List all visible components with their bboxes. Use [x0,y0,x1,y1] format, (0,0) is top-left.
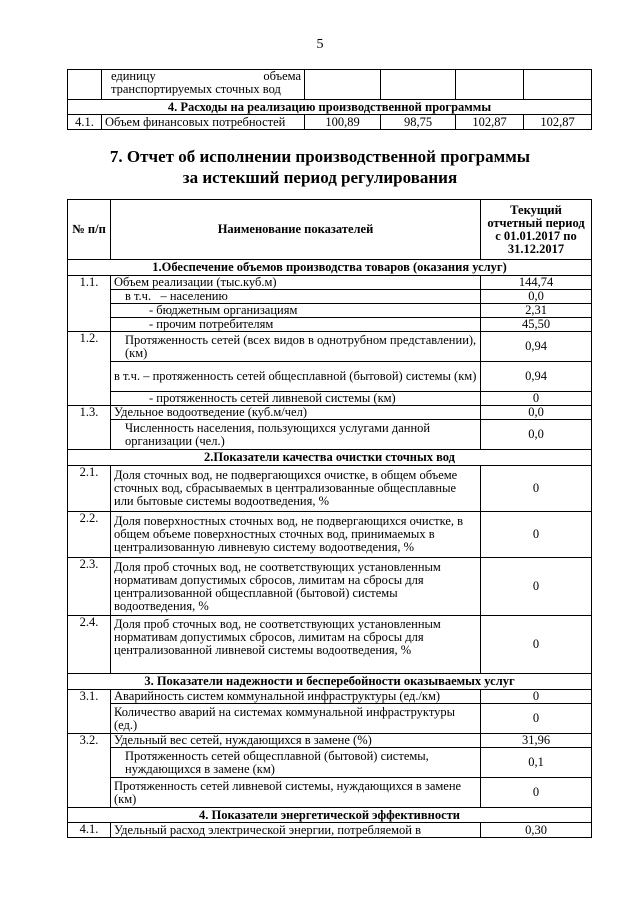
table-row [68,512,592,558]
table-row [68,734,592,748]
section-row [68,450,592,466]
indicator-name-part: объема [263,69,301,83]
indicator-name: Доля поверхностных сточных вод, не подвергающихся очистке, в общем объеме поверхностных сточных вод, принимаемых в централизованную ливневую систему водоотведения, % [111,512,481,558]
report-title-line: за истекший период регулирования [182,168,458,187]
indicator-value: 0,30 [481,823,592,838]
table-row [68,420,592,450]
indicator-value: 2,31 [481,304,592,318]
indicator-name: Численность населения, пользующихся услугами данной организации (чел.) [111,420,481,450]
value-cell: 102,87 [524,115,592,130]
section-row [68,808,592,823]
indicator-name [111,290,481,304]
indicator-name-part: единицу [111,69,156,83]
indicator-value: 0 [481,690,592,704]
section-title: 3. Показатели надежности и бесперебойности оказываемых услуг [68,674,592,690]
section-row [68,100,592,115]
page-number: 5 [316,37,324,52]
indicator-value: 0,94 [481,332,592,362]
value-cell [381,70,456,100]
column-header-number: № п/п [68,200,111,260]
table-row [68,332,592,362]
table-row [68,704,592,734]
indicator-value: 31,96 [481,734,592,748]
value-cell [524,70,592,100]
row-number: 2.2. [68,512,111,558]
value-cell: 102,87 [456,115,524,130]
indicator-name: Объем финансовых потребностей [102,115,305,130]
indicator-name: Протяженность сетей (всех видов в однотрубном представлении), (км) [111,332,481,362]
row-number: 2.4. [68,616,111,674]
indicator-name-cell [102,70,305,100]
table-row [68,290,592,304]
indicator-value: 144,74 [481,276,592,290]
row-number: 3.1. [68,690,111,734]
indicator-value: 0,94 [481,362,592,392]
section-title: 2.Показатели качества очистки сточных вод [68,450,592,466]
row-number: 4.1. [68,823,111,838]
indicator-name: Протяженность сетей общесплавной (бытовой) системы, нуждающихся в замене (км) [111,748,481,778]
section-title: 4. Показатели энергетической эффективности [68,808,592,823]
table-row [68,748,592,778]
indicator-name: Доля сточных вод, не подвергающихся очистке, в общем объеме сточных вод, сбрасываемых в централизованные общесплавные или бытовые системы водоотведения, % [111,466,481,512]
indicator-value: 0 [481,392,592,406]
table-row [68,558,592,616]
report-title [0,146,640,188]
indicator-value: 0,1 [481,748,592,778]
table-row [68,406,592,420]
table-row [68,392,592,406]
indicator-name: Протяженность сетей ливневой системы, нуждающихся в замене (км) [111,778,481,808]
indicator-value: 0,0 [481,290,592,304]
section-title: 4. Расходы на реализацию производственной программы [68,100,592,115]
row-number: 1.3. [68,406,111,450]
indicator-name: - прочим потребителям [111,318,481,332]
indicator-value: 0,0 [481,406,592,420]
table-row [68,778,592,808]
indicator-value: 0 [481,778,592,808]
row-number: 3.2. [68,734,111,808]
indicator-name-part: транспортируемых сточных вод [111,82,281,96]
value-cell [305,70,381,100]
indicator-name: Доля проб сточных вод, не соответствующих установленным нормативам допустимых сбросов, лимитам на сбросы для централизованной ливневой системы водоотведения, % [111,616,481,674]
value-cell [456,70,524,100]
indicator-name: - бюджетным организациям [111,304,481,318]
row-number-cell [68,70,102,100]
row-number: 4.1. [68,115,102,130]
value-cell: 100,89 [305,115,381,130]
table-row [68,115,592,130]
table-row [68,362,592,392]
value-cell: 98,75 [381,115,456,130]
table-row [68,70,592,100]
column-header-name: Наименование показателей [111,200,481,260]
indicator-value: 0 [481,558,592,616]
section-row [68,260,592,276]
indicator-value: 0,0 [481,420,592,450]
table-header-row [68,200,592,260]
indicator-name: Количество аварий на системах коммунальной инфраструктуры (ед.) [111,704,481,734]
report-title-line: 7. Отчет об исполнении производственной программы [109,147,531,166]
table-row [68,823,592,838]
indicator-value: 0 [481,704,592,734]
indicator-prefix: в т.ч. [125,289,152,303]
column-header-period: Текущий отчетный период с 01.01.2017 по 31.12.2017 [481,200,592,260]
table-row [68,616,592,674]
row-number: 1.2. [68,332,111,406]
table-row [68,276,592,290]
indicator-name: в т.ч. – протяженность сетей общесплавной (бытовой) системы (км) [111,362,481,392]
indicator-name: Удельное водоотведение (куб.м/чел) [111,406,481,420]
indicator-name: Доля проб сточных вод, не соответствующих установленным нормативам допустимых сбросов, лимитам на сбросы для централизованной общесплавной (бытовой) системы водоотведения, % [111,558,481,616]
indicator-name: Удельный вес сетей, нуждающихся в замене (%) [111,734,481,748]
indicator-name-text: – населению [160,289,228,303]
table-row [68,318,592,332]
indicator-value: 0 [481,512,592,558]
indicator-name: - протяженность сетей ливневой системы (км) [111,392,481,406]
table-row [68,304,592,318]
section-title: 1.Обеспечение объемов производства товаров (оказания услуг) [68,260,592,276]
row-number: 2.3. [68,558,111,616]
section-row [68,674,592,690]
row-number: 1.1. [68,276,111,332]
report-table [67,199,592,838]
indicator-name: Удельный расход электрической энергии, потребляемой в [111,823,481,838]
table-row [68,690,592,704]
table-row [68,466,592,512]
production-program-table-continued [67,69,592,130]
indicator-value: 0 [481,466,592,512]
indicator-value: 45,50 [481,318,592,332]
indicator-name: Аварийность систем коммунальной инфраструктуры (ед./км) [111,690,481,704]
indicator-name: Объем реализации (тыс.куб.м) [111,276,481,290]
row-number: 2.1. [68,466,111,512]
indicator-value: 0 [481,616,592,674]
